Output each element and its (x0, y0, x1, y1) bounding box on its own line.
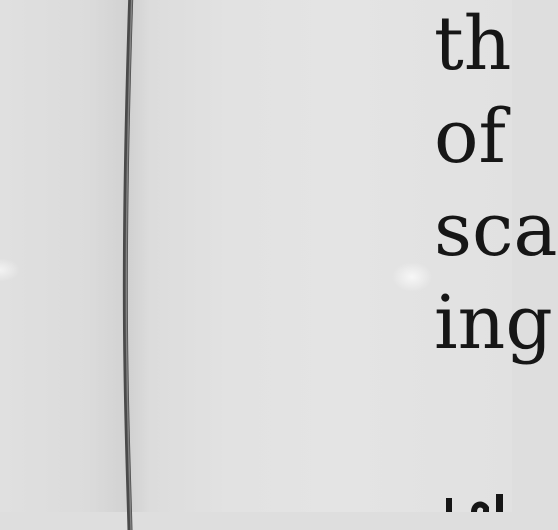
right-page-crease (392, 262, 432, 292)
page-text-column (434, 0, 558, 370)
text-line-3: sca (434, 187, 558, 273)
left-page-crease (0, 258, 20, 282)
cropped-next-line-glyphs (438, 494, 512, 512)
text-line-1: th (434, 1, 512, 87)
text-line-2: of (434, 94, 506, 180)
text-line-4: ing (434, 280, 553, 366)
left-page (0, 0, 127, 512)
